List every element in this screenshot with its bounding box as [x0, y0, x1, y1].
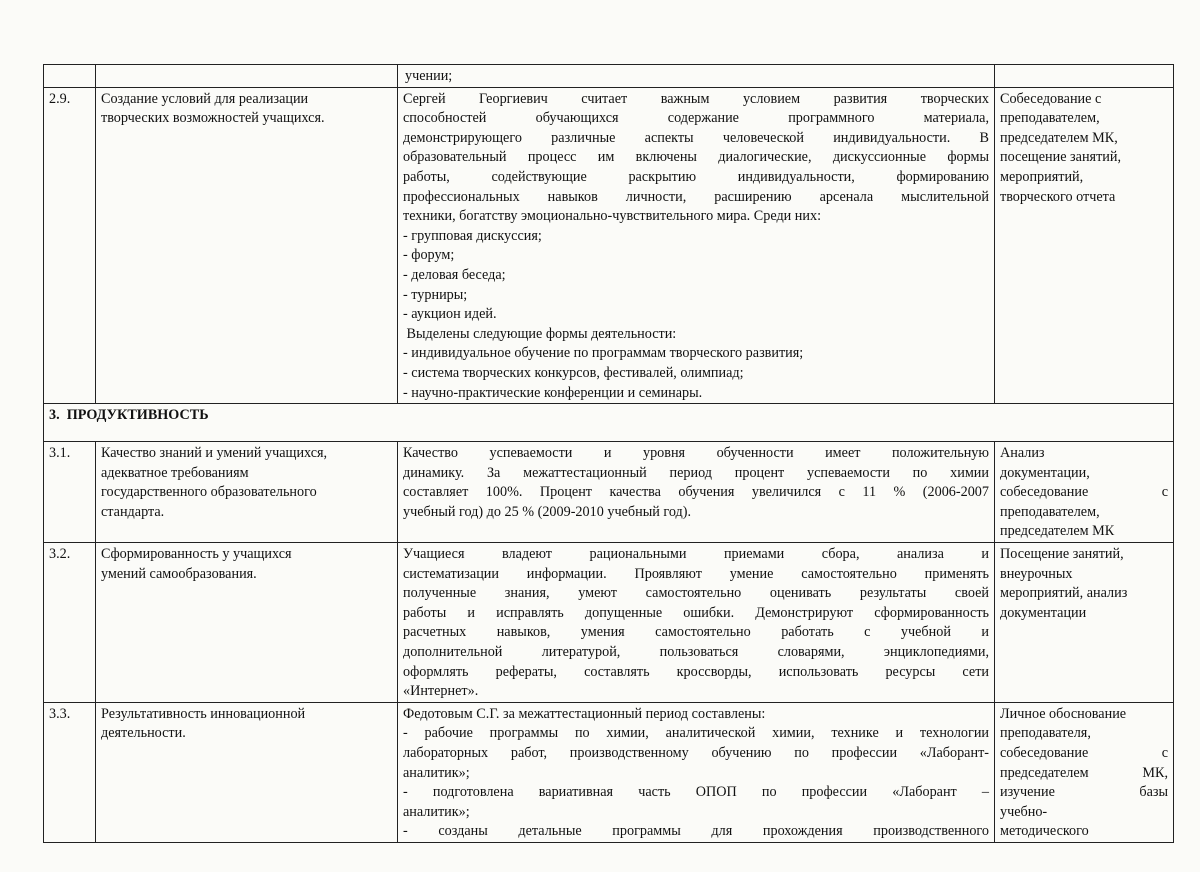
description-cell — [398, 65, 995, 88]
method-cell — [995, 65, 1174, 88]
description-line: - созданы детальные программы для прохождения производственного — [403, 823, 989, 840]
criterion-line: умений самообразования. — [101, 565, 257, 582]
list-item: - групповая дискуссия; — [403, 227, 542, 244]
table-row-2-9 — [44, 87, 1174, 404]
list-item: - научно-практические конференции и семинары. — [403, 384, 703, 401]
method-line: учебно- — [1000, 803, 1048, 820]
method-line: документации — [1000, 604, 1087, 621]
criterion-line: адекватное требованиям — [101, 464, 249, 481]
method-line: Анализ — [1000, 445, 1045, 462]
description-line: Сергей Георгиевич считает важным условием развития творческих — [403, 90, 989, 107]
description-line: Федотовым С.Г. за межаттестационный период составлены: — [403, 705, 766, 722]
list-item: - турниры; — [403, 286, 468, 303]
row-number: 3.3. — [44, 702, 96, 842]
criterion-cell — [96, 442, 398, 543]
method-line: председателем МК, — [1000, 129, 1118, 146]
description-line: - рабочие программы по химии, аналитической химии, технике и технологии — [403, 725, 989, 742]
description-line: - подготовлена вариативная часть ОПОП по профессии «Лаборант – — [403, 784, 989, 801]
method-line: внеурочных — [1000, 565, 1073, 582]
criterion-cell — [96, 65, 398, 88]
method-line: преподавателем, — [1000, 503, 1100, 520]
description-line: работы и исправлять допущенные ошибки. Демонстрируют сформированность — [403, 604, 989, 621]
method-line: собеседование с — [1000, 745, 1168, 761]
row-number: 3.1. — [44, 442, 96, 543]
description-cell — [398, 702, 995, 842]
description-line: составляет 100%. Процент качества обучения увеличился с 11 % (2006-2007 — [403, 484, 989, 501]
criterion-line: Сформированность у учащихся — [101, 546, 292, 563]
description-line: Качество успеваемости и уровня обученности имеет положительную — [403, 445, 989, 462]
method-line: преподавателем, — [1000, 110, 1100, 127]
method-cell — [995, 543, 1174, 703]
table-row-3-1 — [44, 442, 1174, 543]
row-number: 2.9. — [44, 87, 96, 404]
criterion-cell — [96, 702, 398, 842]
description-cell — [398, 87, 995, 404]
method-line: Собеседование с — [1000, 90, 1102, 107]
row-number-cell — [44, 65, 96, 88]
list-item: - индивидуальное обучение по программам творческого развития; — [403, 345, 804, 362]
method-line: преподавателя, — [1000, 725, 1091, 742]
method-line: изучение базы — [1000, 784, 1168, 801]
criterion-line: деятельности. — [101, 725, 186, 742]
description-line: дополнительной литературой, пользоваться словарями, энциклопедиями, — [403, 644, 989, 661]
description-line: систематизации информации. Проявляют умение самостоятельно применять — [403, 565, 989, 582]
criterion-line: стандарта. — [101, 503, 165, 520]
description-line: профессиональных навыков личности, расширению арсенала мыслительной — [403, 188, 989, 205]
section-title: 3. ПРОДУКТИВНОСТЬ — [44, 404, 1174, 442]
section-header-row — [44, 404, 1174, 442]
method-cell — [995, 87, 1174, 404]
method-line: собеседование с — [1000, 484, 1168, 501]
description-line: полученные знания, умеют самостоятельно оценивать результаты своей — [403, 585, 989, 602]
description-line: Учащиеся владеют рациональными приемами сбора, анализа и — [403, 546, 989, 563]
table-row-3-3 — [44, 702, 1174, 842]
method-cell — [995, 702, 1174, 842]
list-item: - аукцион идей. — [403, 306, 497, 323]
method-line: председателем МК, — [1000, 764, 1168, 781]
list-item: - деловая беседа; — [403, 266, 506, 283]
method-line: документации, — [1000, 464, 1090, 481]
attestation-table — [43, 64, 1174, 843]
criterion-line: Качество знаний и умений учащихся, — [101, 445, 328, 462]
criterion-cell — [96, 543, 398, 703]
method-line: председателем МК — [1000, 523, 1115, 540]
method-line: методического — [1000, 823, 1089, 840]
description-line: лабораторных работ, производственному обучению по профессии «Лаборант- — [403, 745, 989, 761]
method-line: Посещение занятий, — [1000, 546, 1124, 563]
description-line: Выделены следующие формы деятельности: — [403, 325, 677, 342]
list-item: - система творческих конкурсов, фестивалей, олимпиад; — [403, 364, 744, 381]
description-cell — [398, 442, 995, 543]
description-line: «Интернет». — [403, 683, 479, 700]
criterion-cell — [96, 87, 398, 404]
description-line: работы, содействующие раскрытию индивидуальности, формированию — [403, 168, 989, 185]
table-row-3-2 — [44, 543, 1174, 703]
method-line: мероприятий, — [1000, 168, 1084, 185]
list-item: - форум; — [403, 247, 455, 264]
description-cell — [398, 543, 995, 703]
description-line: оформлять рефераты, составлять кроссворды, использовать ресурсы сети — [403, 663, 989, 680]
description-line: аналитик»; — [403, 764, 470, 781]
row-number: 3.2. — [44, 543, 96, 703]
method-line: мероприятий, анализ — [1000, 585, 1128, 602]
table-row — [44, 65, 1174, 88]
description-line: учебный год) до 25 % (2009-2010 учебный год). — [403, 503, 692, 520]
description-line: аналитик»; — [403, 803, 470, 820]
description-line: образовательный процесс им включены диалогические, дискуссионные формы — [403, 149, 989, 166]
criterion-line: Результативность инновационной — [101, 705, 306, 722]
description-line: расчетных навыков, умения самостоятельно работать с учебной и — [403, 624, 989, 641]
method-line: творческого отчета — [1000, 188, 1116, 205]
method-line: Личное обоснование — [1000, 705, 1127, 722]
description-line: способностей обучающихся содержание программного материала, — [403, 110, 989, 127]
description-line: демонстрирующего различные аспекты человеческой индивидуальности. В — [403, 129, 989, 146]
top-fragment-text: учении; — [405, 68, 453, 84]
criterion-line: творческих возможностей учащихся. — [101, 110, 325, 127]
criterion-line: государственного образовательного — [101, 484, 317, 501]
method-line: посещение занятий, — [1000, 149, 1122, 166]
description-line: техники, богатству эмоционально-чувствительного мира. Среди них: — [403, 208, 822, 225]
criterion-line: Создание условий для реализации — [101, 90, 309, 107]
description-line: динамику. За межаттестационный период процент успеваемости по химии — [403, 464, 989, 481]
method-cell — [995, 442, 1174, 543]
